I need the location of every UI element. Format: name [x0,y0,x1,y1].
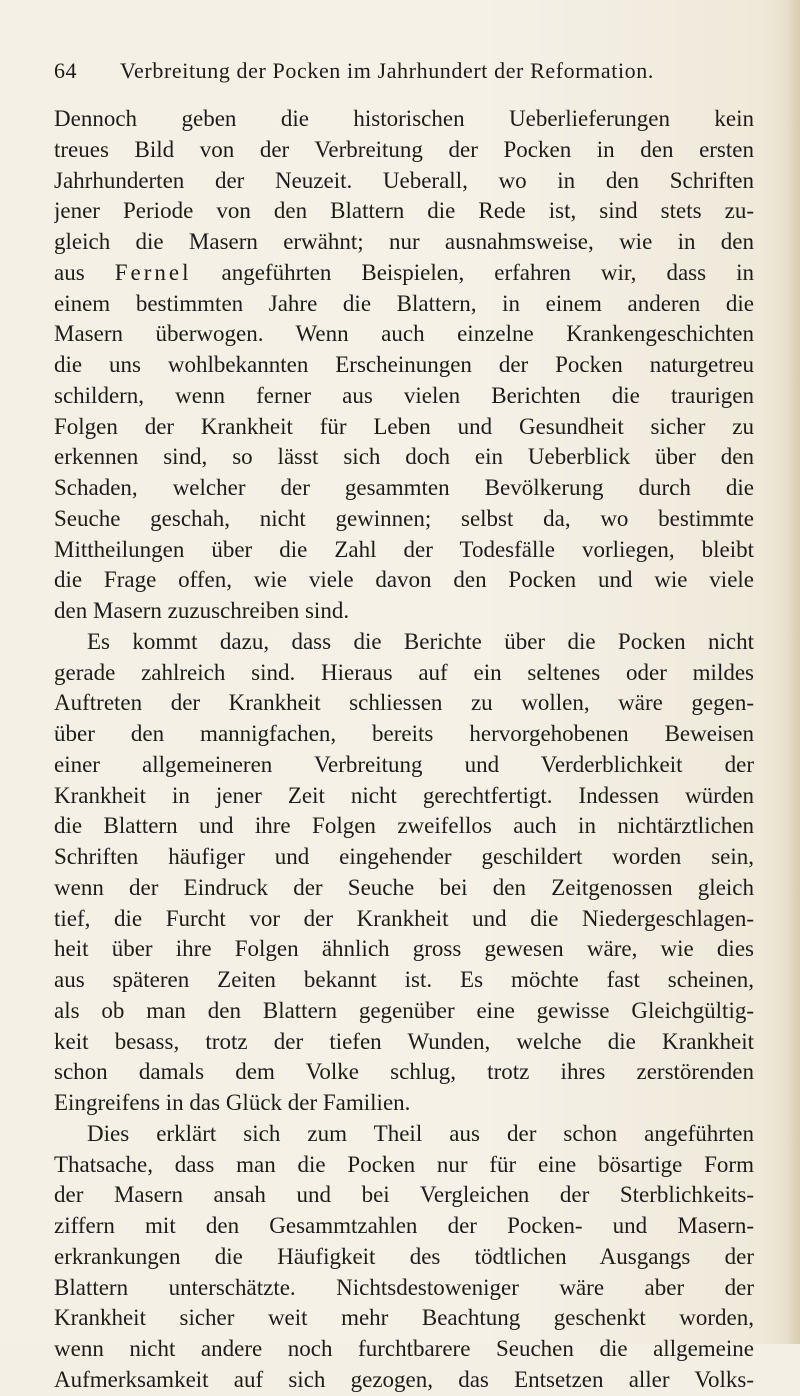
author-name-emphasis: Fernel [114,259,192,285]
text-line: erkrankungen die Häufigkeit des tödtlichen Ausgangs der [54,1243,754,1269]
text-line: wenn der Eindruck der Seuche bei den Zeitgenossen gleich [54,874,754,900]
text-line: Masern überwogen. Wenn auch einzelne Krankengeschichten [54,321,754,347]
text-line: aus Fernel angeführten Beispielen, erfahren wir, dass in [54,259,754,285]
body-text [54,104,754,1396]
text-line: Folgen der Krankheit für Leben und Gesundheit sicher zu [54,413,754,439]
text-line: Dies erklärt sich zum Theil aus der schon angeführten [87,1120,754,1146]
text-line: Es kommt dazu, dass die Berichte über die Pocken nicht [87,628,754,654]
text-line: Eingreifens in das Glück der Familien. [54,1090,411,1115]
text-line: keit besass, trotz der tiefen Wunden, welche die Krankheit [54,1028,754,1054]
text-line: einem bestimmten Jahre die Blattern, in einem anderen die [54,290,754,316]
text-line: gerade zahlreich sind. Hieraus auf ein seltenes oder mildes [54,659,754,685]
text-line: einer allgemeineren Verbreitung und Verderblichkeit der [54,751,754,777]
text-line: Auftreten der Krankheit schliessen zu wollen, wäre gegen- [54,690,754,716]
text-line: Schriften häufiger und eingehender geschildert worden sein, [54,844,754,869]
text-line: tief, die Furcht vor der Krankheit und die Niedergeschlagen- [54,905,754,931]
text-line: Aufmerksamkeit auf sich gezogen, das Entsetzen aller Volks- [54,1366,754,1392]
running-title: Verbreitung der Pocken im Jahrhundert der Reformation. [120,58,654,83]
text-line: Schaden, welcher der gesammten Bevölkerung durch die [54,475,754,500]
text-line: aus späteren Zeiten bekannt ist. Es möchte fast scheinen, [54,967,754,992]
text-line: Blattern unterschätzte. Nichtsdestoweniger wäre aber der [54,1274,754,1300]
text-line: die Blattern und ihre Folgen zweifellos auch in nichtärztlichen [54,813,754,839]
text-line: die uns wohlbekannten Erscheinungen der Pocken naturgetreu [54,352,754,377]
text-line: erkennen sind, so lässt sich doch ein Ueberblick über den [54,444,754,470]
text-line: heit über ihre Folgen ähnlich gross gewesen wäre, wie dies [54,936,754,962]
text-line: Krankheit sicher weit mehr Beachtung geschenkt worden, [54,1305,754,1331]
text-line: Jahrhunderten der Neuzeit. Ueberall, wo in den Schriften [54,167,754,193]
page-number: 64 [54,58,77,83]
text-line: ziffern mit den Gesammtzahlen der Pocken- und Masern- [54,1213,754,1238]
text-line: Dennoch geben die historischen Ueberlieferungen kein [54,106,754,131]
text-line: wenn nicht andere noch furchtbarere Seuchen die allgemeine [54,1336,754,1361]
page-edge-stain [786,0,800,1344]
text-line: gleich die Masern erwähnt; nur ausnahmsweise, wie in den [54,229,754,254]
text-line: Mittheilungen über die Zahl der Todesfälle vorliegen, bleibt [54,536,754,562]
text-line: Seuche geschah, nicht gewinnen; selbst da, wo bestimmte [54,505,754,531]
text-line: jener Periode von den Blattern die Rede ist, sind stets zu- [54,198,754,224]
page-header [54,58,754,88]
text-line: als ob man den Blattern gegenüber eine gewisse Gleichgültig- [54,997,754,1023]
text-line: über den mannigfachen, bereits hervorgehobenen Beweisen [54,721,754,746]
text-line: den Masern zuzuschreiben sind. [54,598,350,623]
text-line: schon damals dem Volke schlug, trotz ihres zerstörenden [54,1059,754,1085]
text-line: Krankheit in jener Zeit nicht gerechtfertigt. Indessen würden [54,782,754,808]
text-line: die Frage offen, wie viele davon den Pocken und wie viele [54,567,754,593]
text-line: treues Bild von der Verbreitung der Pocken in den ersten [54,136,754,162]
text-line: der Masern ansah und bei Vergleichen der Sterblichkeits- [54,1182,754,1208]
text-line: schildern, wenn ferner aus vielen Berichten die traurigen [54,382,754,408]
text-line: Thatsache, dass man die Pocken nur für eine bösartige Form [54,1151,754,1177]
